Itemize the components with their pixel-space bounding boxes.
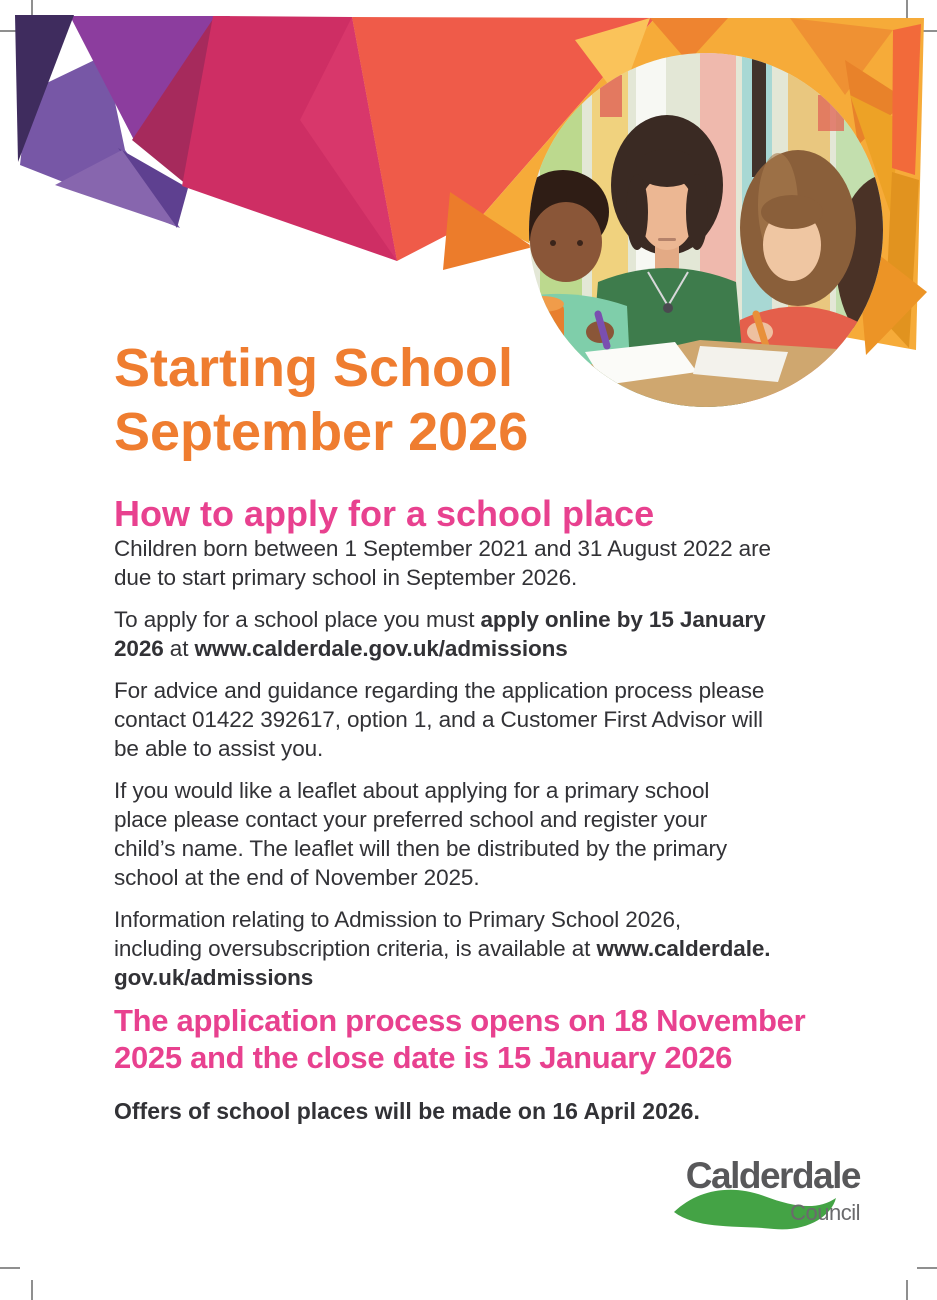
subtitle: How to apply for a school place <box>114 492 655 534</box>
crop-mark-bottom-right-h <box>917 1267 937 1269</box>
text-line <box>114 905 854 934</box>
bold-text-run: www.calderdale. <box>596 936 771 961</box>
application-dates-line1: The application process opens on 18 November <box>114 1003 806 1038</box>
body-paragraph <box>114 534 854 592</box>
text-line <box>114 534 854 563</box>
bold-text-run: apply online by 15 January <box>480 607 766 632</box>
text-line <box>114 705 854 734</box>
body-paragraph <box>114 905 854 992</box>
text-run: For advice and guidance regarding the application process please <box>114 678 765 703</box>
offers-line: Offers of school places will be made on 16 April 2026. <box>114 1098 700 1124</box>
text-run: place please contact your preferred school and register your <box>114 807 708 832</box>
text-run: due to start primary school in September 2026. <box>114 565 578 590</box>
body-paragraph <box>114 676 854 763</box>
page-title-line1: Starting School <box>114 338 514 399</box>
text-line <box>114 634 854 663</box>
text-run: at <box>163 636 195 661</box>
text-line <box>114 963 854 992</box>
page-title <box>114 336 528 464</box>
calderdale-council-logo <box>660 1148 870 1248</box>
text-line <box>114 805 854 834</box>
text-line <box>114 776 854 805</box>
logo-subname: Council <box>790 1200 860 1225</box>
text-run: Children born between 1 September 2021 and 31 August 2022 are <box>114 536 771 561</box>
text-run: contact 01422 392617, option 1, and a Customer First Advisor will <box>114 707 763 732</box>
page-title-line2: September 2026 <box>114 402 529 463</box>
text-line <box>114 734 854 763</box>
body-paragraph <box>114 605 854 663</box>
text-line <box>114 834 854 863</box>
text-run: Information relating to Admission to Primary School 2026, <box>114 907 682 932</box>
text-run: If you would like a leaflet about applying for a primary school <box>114 778 710 803</box>
text-run: child’s name. The leaflet will then be distributed by the primary <box>114 836 727 861</box>
bold-text-run: www.calderdale.gov.uk/admissions <box>194 636 568 661</box>
text-run: including oversubscription criteria, is available at <box>114 936 597 961</box>
crop-mark-bottom-left-v <box>31 1280 33 1300</box>
text-line <box>114 676 854 705</box>
application-dates-heading <box>114 1002 805 1076</box>
photo-pole <box>752 55 766 177</box>
crop-mark-bottom-right-v <box>906 1280 908 1300</box>
bold-text-run: gov.uk/admissions <box>114 965 314 990</box>
application-dates-line2: 2025 and the close date is 15 January 2026 <box>114 1040 733 1075</box>
text-run: be able to assist you. <box>114 736 324 761</box>
bold-text-run: 2026 <box>114 636 164 661</box>
text-line <box>114 934 854 963</box>
body-copy <box>114 534 854 1005</box>
text-run: school at the end of November 2025. <box>114 865 480 890</box>
text-line <box>114 863 854 892</box>
crop-mark-bottom-left-h <box>0 1267 20 1269</box>
body-paragraph <box>114 776 854 892</box>
text-line <box>114 605 854 634</box>
text-line <box>114 563 854 592</box>
text-run: To apply for a school place you must <box>114 607 481 632</box>
logo-wordmark: Calderdale <box>685 1155 860 1196</box>
